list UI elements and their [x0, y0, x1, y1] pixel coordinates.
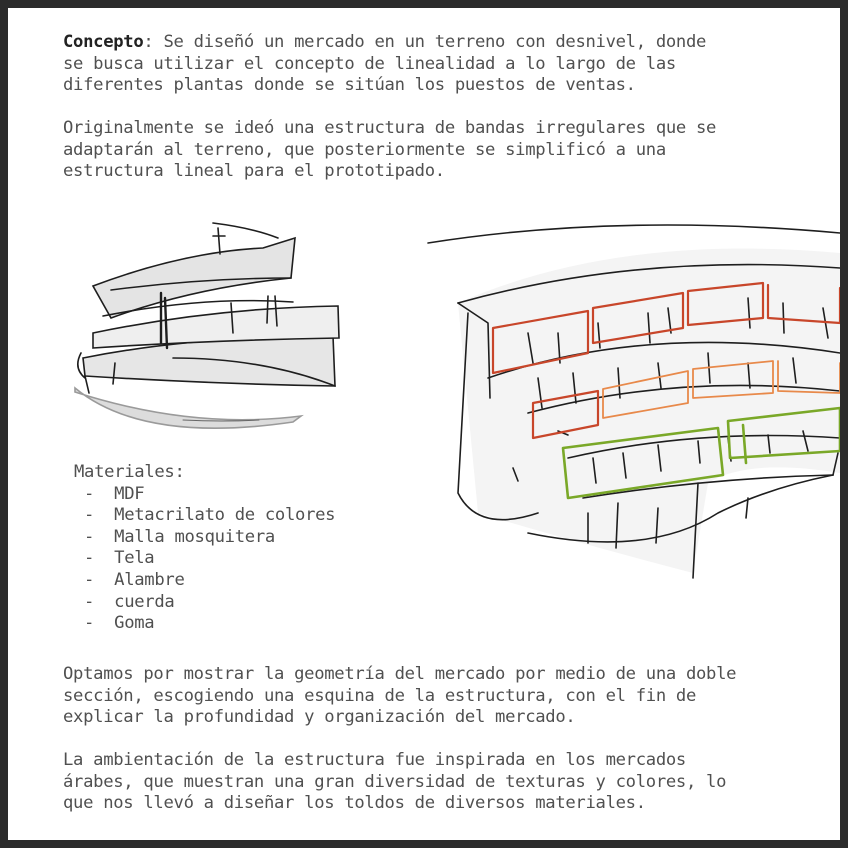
materials-list: [74, 462, 335, 635]
concept-text: : Se diseñó un mercado en un terreno con desnivel, donde se busca utilizar el concepto de linealidad a lo largo de las diferentes plantas donde se sitúan los puestos de ventas.: [63, 32, 707, 95]
ambience-paragraph: La ambientación de la estructura fue inspirada en los mercados árabes, que muestran una gran diversidad de texturas y colores, lo que nos llevó a diseñar los toldos de diversos materiales.: [63, 750, 727, 813]
concept-heading: Concepto: [63, 32, 144, 52]
materials-title: Materiales:: [74, 462, 185, 482]
list-item: - Metacrilato de colores: [74, 505, 335, 527]
list-item: - MDF: [74, 484, 335, 506]
origin-paragraph: Originalmente se ideó una estructura de bandas irregulares que se adaptarán al terreno, que posteriormente se simplificó a una estructura lineal para el prototipado.: [63, 118, 717, 181]
list-item: - cuerda: [74, 592, 335, 614]
concept-paragraph: [63, 32, 823, 97]
list-item: - Tela: [74, 548, 335, 570]
list-item: - Goma: [74, 613, 335, 635]
list-item: - Alambre: [74, 570, 335, 592]
document-page: [8, 8, 840, 840]
section-paragraph: Optamos por mostrar la geometría del mercado por medio de una doble sección, escogiendo una esquina de la estructura, con el fin de explicar la profundidad y organización del mercado.: [63, 664, 737, 727]
list-item: - Malla mosquitera: [74, 527, 335, 549]
sketch-drawing-left: [63, 208, 348, 433]
sketch-drawing-right: [418, 213, 840, 583]
